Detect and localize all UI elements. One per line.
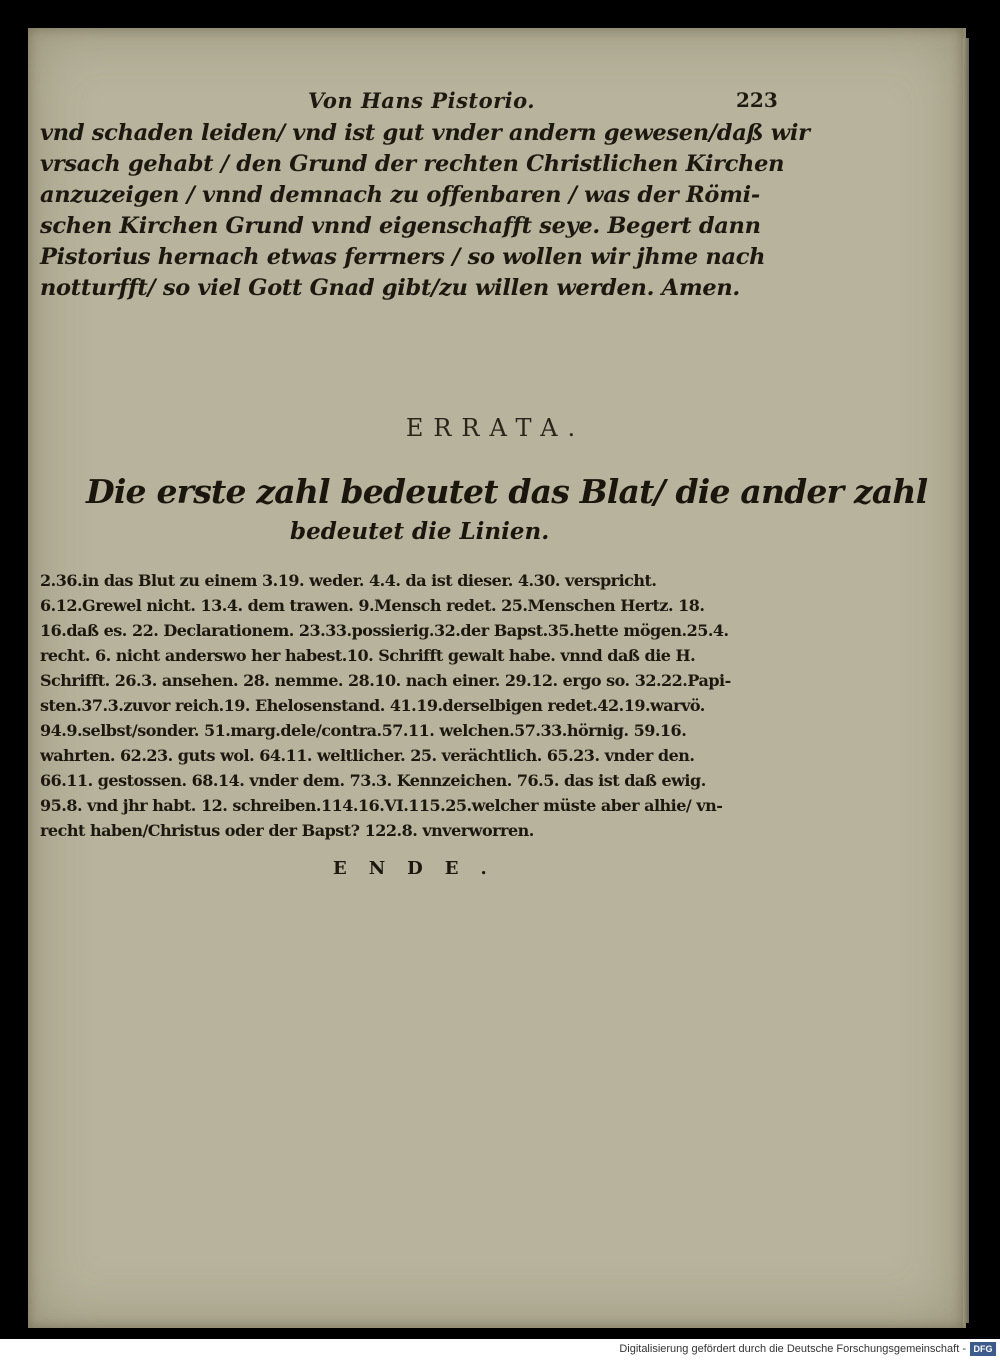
errata-subtitle-line1: Die erste zahl bedeutet das Blat/ die ander zahl	[86, 472, 928, 511]
page-number: 223	[736, 88, 778, 112]
errata-line: 94.9.selbst/sonder. 51.marg.dele/contra.57.11. welchen.57.33.hörnig. 59.16.	[40, 721, 687, 740]
body-line: vrsach gehabt / den Grund der rechten Christlichen Kirchen	[40, 151, 785, 177]
ende-mark: ENDE.	[333, 858, 509, 879]
footer-bar	[0, 1339, 1000, 1361]
errata-line: 16.daß es. 22. Declarationem. 23.33.possierig.32.der Bapst.35.hette mögen.25.4.	[40, 621, 729, 640]
errata-line: recht. 6. nicht anderswo her habest.10. Schrifft gewalt habe. vnnd daß die H.	[40, 646, 696, 665]
errata-line: 66.11. gestossen. 68.14. vnder dem. 73.3. Kennzeichen. 76.5. das ist daß ewig.	[40, 771, 706, 790]
body-line: anzuzeigen / vnnd demnach zu offenbaren / was der Römi-	[40, 182, 760, 208]
errata-line: 2.36.in das Blut zu einem 3.19. weder. 4.4. da ist dieser. 4.30. verspricht.	[40, 571, 657, 590]
running-head	[28, 88, 963, 118]
errata-line: wahrten. 62.23. guts wol. 64.11. weltlicher. 25. verächtlich. 65.23. vnder den.	[40, 746, 695, 765]
errata-list	[40, 568, 810, 843]
errata-line: Schrifft. 26.3. ansehen. 28. nemme. 28.10. nach einer. 29.12. ergo so. 32.22.Papi-	[40, 671, 731, 690]
dfg-logo-icon: DFG	[970, 1342, 996, 1356]
book-page	[28, 28, 966, 1328]
errata-line: 6.12.Grewel nicht. 13.4. dem trawen. 9.Mensch redet. 25.Menschen Hertz. 18.	[40, 596, 705, 615]
running-title: Von Hans Pistorio.	[308, 88, 536, 113]
errata-line: 95.8. vnd jhr habt. 12. schreiben.114.16.VI.115.25.welcher müste aber alhie/ vn-	[40, 796, 723, 815]
body-line: vnd schaden leiden/ vnd ist gut vnder andern gewesen/daß wir	[40, 120, 810, 146]
body-line: schen Kirchen Grund vnnd eigenschafft seye. Begert dann	[40, 213, 761, 239]
page-edge	[963, 38, 969, 1323]
body-line: notturfft/ so viel Gott Gnad gibt/zu willen werden. Amen.	[40, 275, 740, 301]
errata-line: sten.37.3.zuvor reich.19. Ehelosenstand. 41.19.derselbigen redet.42.19.warvö.	[40, 696, 705, 715]
errata-heading	[28, 414, 963, 442]
body-text	[40, 118, 810, 304]
errata-line: recht haben/Christus oder der Bapst? 122.8. vnverworren.	[40, 821, 534, 840]
funding-notice: Digitalisierung gefördert durch die Deutsche Forschungsgemeinschaft -	[619, 1343, 966, 1355]
errata-title: ERRATA.	[405, 414, 586, 442]
errata-subtitle-line2: bedeutet die Linien.	[290, 518, 550, 545]
body-line: Pistorius hernach etwas ferrners / so wollen wir jhme nach	[40, 244, 766, 270]
